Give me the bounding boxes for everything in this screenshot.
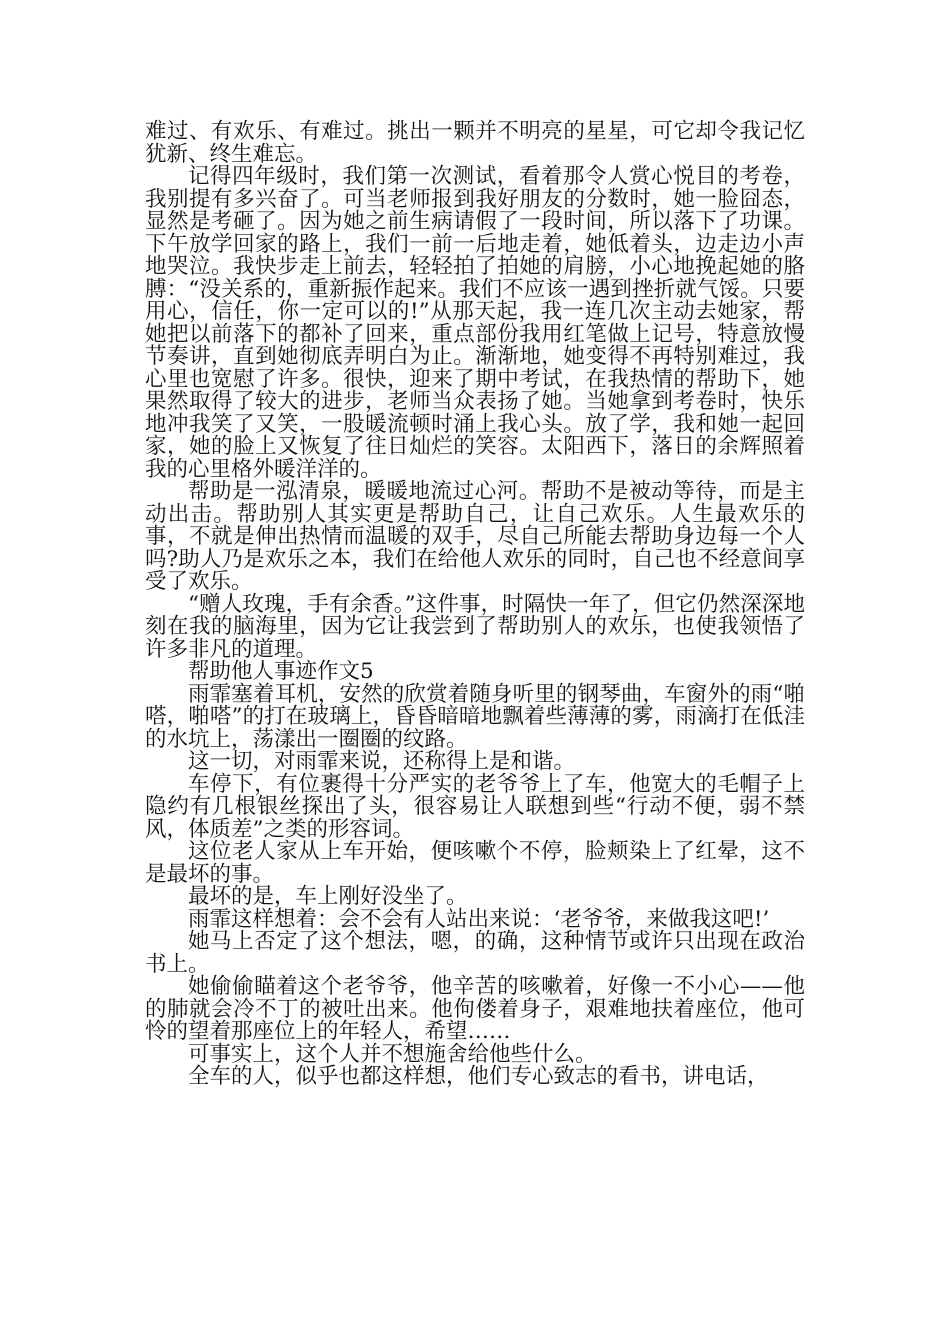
paragraph: 她马上否定了这个想法，嗯，的确，这种情节或许只出现在政治书上。 (145, 929, 805, 977)
paragraph: 帮助是一泓清泉，暖暖地流过心河。帮助不是被动等待，而是主动出击。帮助别人其实更是帮助自己，让自己欢乐。人生最欢乐的事，不就是伸出热情而温暖的双手，尽自己所能去帮助身边每一个人吗?助人乃是欢乐之本，我们在给他人欢乐的同时，自己也不经意间享受了欢乐。 (145, 479, 805, 594)
paragraph: 雨霏这样想着：会不会有人站出来说：‘老爷爷，来做我这吧!’ (188, 906, 770, 932)
paragraph: 难过、有欢乐、有难过。挑出一颗并不明亮的星星，可它却令我记忆犹新、终生难忘。 (145, 119, 805, 167)
paragraph: 全车的人，似乎也都这样想，他们专心致志的看书，讲电话， (188, 1064, 769, 1089)
paragraph: 雨霏塞着耳机，安然的欣赏着随身听里的钢琴曲，车窗外的雨“啪嗒，啪嗒”的打在玻璃上，昏昏暗暗地飘着些薄薄的雾，雨滴打在低洼的水坑上，荡漾出一圈圈的纹路。 (145, 681, 805, 752)
paragraph: 这一切，对雨霏来说，还称得上是和谐。 (188, 749, 576, 774)
paragraph: “赠人玫瑰，手有余香。”这件事，时隔快一年了，但它仍然深深地刻在我的脑海里，因为它让我尝到了帮助别人的欢乐，也使我领悟了许多非凡的道理。 (145, 591, 805, 662)
paragraph: 可事实上，这个人并不想施舍给他些什么。 (188, 1041, 597, 1067)
section-heading: 帮助他人事迹作文5 (188, 659, 374, 684)
paragraph: 她偷偷瞄着这个老爷爷，他辛苦的咳嗽着，好像一不小心——他的肺就会冷不丁的被吐出来。他佝偻着身子，艰难地扶着座位，他可怜的望着那座位上的年轻人，希望…… (145, 974, 805, 1044)
paragraph: 记得四年级时，我们第一次测试，看着那令人赏心悦目的考卷，我别提有多兴奋了。可当老师报到我好朋友的分数时，她一脸囧态，显然是考砸了。因为她之前生病请假了一段时间，所以落下了功课。下午放学回家的路上，我们一前一后地走着，她低着头，边走边小声地哭泣。我快步走上前去，轻轻拍了拍她的肩膀，小心地挽起她的胳膊：“没关系的，重新振作起来。我们不应该一遇到挫折就气馁。只要用心，信任，你一定可以的!”从那天起，我一连几次主动去她家，帮她把以前落下的都补了回来，重点部份我用红笔做上记号，特意放慢节奏讲，直到她彻底弄明白为止。渐渐地，她变得不再特别难过，我心里也宽慰了许多。很快，迎来了期中考试，在我热情的帮助下，她果然取得了较大的进步，老师当众表扬了她。当她拿到考卷时，快乐地冲我笑了又笑，一股暖流顿时涌上我心头。放了学，我和她一起回家，她的脸上又恢复了往日灿烂的笑容。太阳西下，落日的余辉照着我的心里格外暖洋洋的。 (145, 164, 805, 482)
paragraph: 车停下，有位裹得十分严实的老爷爷上了车，他宽大的毛帽子上隐约有几根银丝探出了头，很容易让人联想到些“行动不便，弱不禁风，体质差”之类的形容词。 (145, 771, 805, 842)
paragraph: 最坏的是，车上刚好没坐了。 (188, 884, 468, 909)
paragraph: 这位老人家从上车开始，便咳嗽个不停，脸颊染上了红晕，这不是最坏的事。 (145, 839, 805, 887)
document-body (145, 121, 805, 1089)
